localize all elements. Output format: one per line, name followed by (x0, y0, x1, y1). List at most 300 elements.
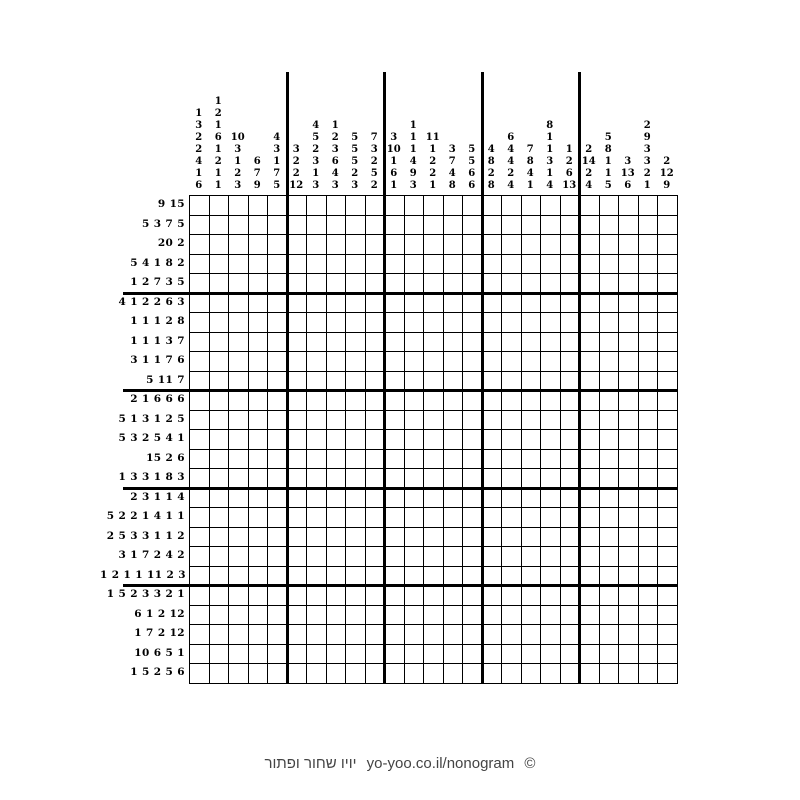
grid-cell[interactable] (618, 624, 638, 644)
grid-cell[interactable] (501, 566, 521, 586)
grid-cell[interactable] (618, 488, 638, 508)
grid-cell[interactable] (501, 273, 521, 293)
grid-cell[interactable] (384, 605, 404, 625)
grid-cell[interactable] (540, 429, 560, 449)
grid-cell[interactable] (345, 234, 365, 254)
grid-cell[interactable] (306, 234, 326, 254)
grid-cell[interactable] (482, 234, 502, 254)
grid-cell[interactable] (267, 566, 287, 586)
grid-cell[interactable] (404, 293, 424, 313)
grid-cell[interactable] (560, 293, 580, 313)
grid-cell[interactable] (482, 449, 502, 469)
grid-cell[interactable] (462, 566, 482, 586)
grid-cell[interactable] (248, 624, 268, 644)
grid-cell[interactable] (423, 429, 443, 449)
grid-cell[interactable] (365, 605, 385, 625)
grid-cell[interactable] (404, 429, 424, 449)
grid-cell[interactable] (423, 527, 443, 547)
grid-cell[interactable] (306, 449, 326, 469)
grid-cell[interactable] (365, 312, 385, 332)
grid-cell[interactable] (560, 644, 580, 664)
grid-cell[interactable] (189, 390, 209, 410)
grid-cell[interactable] (189, 644, 209, 664)
grid-cell[interactable] (579, 410, 599, 430)
grid-cell[interactable] (287, 215, 307, 235)
grid-cell[interactable] (209, 546, 229, 566)
grid-cell[interactable] (443, 468, 463, 488)
grid-cell[interactable] (482, 624, 502, 644)
grid-cell[interactable] (228, 663, 248, 683)
grid-cell[interactable] (267, 527, 287, 547)
grid-cell[interactable] (462, 624, 482, 644)
grid-cell[interactable] (599, 351, 619, 371)
grid-cell[interactable] (248, 429, 268, 449)
grid-cell[interactable] (560, 332, 580, 352)
grid-cell[interactable] (404, 468, 424, 488)
grid-cell[interactable] (365, 254, 385, 274)
grid-cell[interactable] (209, 644, 229, 664)
grid-cell[interactable] (248, 215, 268, 235)
grid-cell[interactable] (482, 351, 502, 371)
grid-cell[interactable] (638, 585, 658, 605)
grid-cell[interactable] (638, 468, 658, 488)
grid-cell[interactable] (404, 234, 424, 254)
grid-cell[interactable] (443, 390, 463, 410)
grid-cell[interactable] (443, 507, 463, 527)
grid-cell[interactable] (326, 332, 346, 352)
grid-cell[interactable] (267, 468, 287, 488)
grid-cell[interactable] (462, 468, 482, 488)
grid-cell[interactable] (443, 488, 463, 508)
grid-cell[interactable] (657, 234, 677, 254)
grid-cell[interactable] (560, 663, 580, 683)
grid-cell[interactable] (501, 507, 521, 527)
grid-cell[interactable] (267, 644, 287, 664)
grid-cell[interactable] (326, 585, 346, 605)
grid-cell[interactable] (540, 254, 560, 274)
grid-cell[interactable] (579, 429, 599, 449)
grid-cell[interactable] (384, 332, 404, 352)
grid-cell[interactable] (189, 234, 209, 254)
grid-cell[interactable] (482, 195, 502, 215)
grid-cell[interactable] (248, 390, 268, 410)
grid-cell[interactable] (521, 273, 541, 293)
grid-cell[interactable] (404, 644, 424, 664)
grid-cell[interactable] (248, 312, 268, 332)
grid-cell[interactable] (618, 234, 638, 254)
grid-cell[interactable] (560, 429, 580, 449)
grid-cell[interactable] (189, 429, 209, 449)
grid-cell[interactable] (345, 546, 365, 566)
grid-cell[interactable] (462, 507, 482, 527)
grid-cell[interactable] (618, 429, 638, 449)
grid-cell[interactable] (228, 195, 248, 215)
grid-cell[interactable] (443, 312, 463, 332)
grid-cell[interactable] (618, 351, 638, 371)
grid-cell[interactable] (482, 215, 502, 235)
grid-cell[interactable] (384, 254, 404, 274)
grid-cell[interactable] (267, 293, 287, 313)
grid-cell[interactable] (423, 390, 443, 410)
grid-cell[interactable] (345, 410, 365, 430)
grid-cell[interactable] (657, 644, 677, 664)
grid-cell[interactable] (638, 449, 658, 469)
grid-cell[interactable] (248, 507, 268, 527)
grid-cell[interactable] (189, 468, 209, 488)
grid-cell[interactable] (209, 332, 229, 352)
grid-cell[interactable] (326, 468, 346, 488)
grid-cell[interactable] (579, 371, 599, 391)
grid-cell[interactable] (267, 488, 287, 508)
grid-cell[interactable] (560, 254, 580, 274)
grid-cell[interactable] (345, 332, 365, 352)
grid-cell[interactable] (267, 507, 287, 527)
grid-cell[interactable] (384, 429, 404, 449)
grid-cell[interactable] (287, 566, 307, 586)
grid-cell[interactable] (618, 371, 638, 391)
grid-cell[interactable] (345, 371, 365, 391)
grid-cell[interactable] (618, 644, 638, 664)
grid-cell[interactable] (579, 507, 599, 527)
grid-cell[interactable] (638, 429, 658, 449)
grid-cell[interactable] (423, 644, 443, 664)
grid-cell[interactable] (638, 605, 658, 625)
grid-cell[interactable] (189, 663, 209, 683)
grid-cell[interactable] (189, 332, 209, 352)
grid-cell[interactable] (287, 449, 307, 469)
grid-cell[interactable] (248, 468, 268, 488)
grid-cell[interactable] (462, 254, 482, 274)
grid-cell[interactable] (326, 351, 346, 371)
grid-cell[interactable] (618, 254, 638, 274)
grid-cell[interactable] (345, 215, 365, 235)
grid-cell[interactable] (267, 234, 287, 254)
grid-cell[interactable] (248, 527, 268, 547)
grid-cell[interactable] (404, 527, 424, 547)
grid-cell[interactable] (657, 215, 677, 235)
grid-cell[interactable] (618, 605, 638, 625)
grid-cell[interactable] (404, 663, 424, 683)
grid-cell[interactable] (306, 351, 326, 371)
grid-cell[interactable] (248, 605, 268, 625)
grid-cell[interactable] (618, 663, 638, 683)
grid-cell[interactable] (482, 585, 502, 605)
grid-cell[interactable] (365, 624, 385, 644)
grid-cell[interactable] (326, 527, 346, 547)
grid-cell[interactable] (287, 371, 307, 391)
grid-cell[interactable] (560, 195, 580, 215)
grid-cell[interactable] (540, 605, 560, 625)
grid-cell[interactable] (306, 410, 326, 430)
grid-cell[interactable] (326, 215, 346, 235)
grid-cell[interactable] (423, 195, 443, 215)
grid-cell[interactable] (423, 605, 443, 625)
grid-cell[interactable] (521, 488, 541, 508)
grid-cell[interactable] (501, 332, 521, 352)
grid-cell[interactable] (209, 527, 229, 547)
grid-cell[interactable] (618, 332, 638, 352)
grid-cell[interactable] (443, 527, 463, 547)
grid-cell[interactable] (384, 215, 404, 235)
grid-cell[interactable] (384, 527, 404, 547)
grid-cell[interactable] (267, 351, 287, 371)
grid-cell[interactable] (404, 624, 424, 644)
grid-cell[interactable] (267, 663, 287, 683)
grid-cell[interactable] (618, 507, 638, 527)
grid-cell[interactable] (228, 527, 248, 547)
grid-cell[interactable] (345, 566, 365, 586)
grid-cell[interactable] (638, 507, 658, 527)
grid-cell[interactable] (618, 273, 638, 293)
grid-cell[interactable] (423, 215, 443, 235)
grid-cell[interactable] (384, 371, 404, 391)
grid-cell[interactable] (482, 293, 502, 313)
grid-cell[interactable] (306, 644, 326, 664)
grid-cell[interactable] (599, 429, 619, 449)
grid-cell[interactable] (365, 449, 385, 469)
grid-cell[interactable] (560, 273, 580, 293)
grid-cell[interactable] (248, 410, 268, 430)
grid-cell[interactable] (326, 234, 346, 254)
grid-cell[interactable] (462, 546, 482, 566)
grid-cell[interactable] (384, 410, 404, 430)
grid-cell[interactable] (540, 390, 560, 410)
grid-cell[interactable] (365, 566, 385, 586)
grid-cell[interactable] (657, 293, 677, 313)
grid-cell[interactable] (501, 605, 521, 625)
grid-cell[interactable] (384, 312, 404, 332)
grid-cell[interactable] (306, 546, 326, 566)
grid-cell[interactable] (423, 546, 443, 566)
grid-cell[interactable] (384, 624, 404, 644)
grid-cell[interactable] (384, 644, 404, 664)
grid-cell[interactable] (267, 624, 287, 644)
grid-cell[interactable] (501, 234, 521, 254)
grid-cell[interactable] (579, 566, 599, 586)
grid-cell[interactable] (540, 468, 560, 488)
grid-cell[interactable] (189, 273, 209, 293)
grid-cell[interactable] (657, 312, 677, 332)
grid-cell[interactable] (579, 390, 599, 410)
grid-cell[interactable] (443, 351, 463, 371)
grid-cell[interactable] (345, 507, 365, 527)
grid-cell[interactable] (579, 546, 599, 566)
grid-cell[interactable] (579, 449, 599, 469)
grid-cell[interactable] (189, 566, 209, 586)
grid-cell[interactable] (599, 254, 619, 274)
grid-cell[interactable] (423, 410, 443, 430)
grid-cell[interactable] (228, 410, 248, 430)
grid-cell[interactable] (209, 312, 229, 332)
grid-cell[interactable] (345, 605, 365, 625)
grid-cell[interactable] (462, 351, 482, 371)
grid-cell[interactable] (404, 566, 424, 586)
grid-cell[interactable] (540, 215, 560, 235)
grid-cell[interactable] (657, 254, 677, 274)
grid-cell[interactable] (209, 488, 229, 508)
grid-cell[interactable] (326, 195, 346, 215)
grid-cell[interactable] (287, 293, 307, 313)
grid-cell[interactable] (228, 605, 248, 625)
grid-cell[interactable] (267, 605, 287, 625)
grid-cell[interactable] (521, 410, 541, 430)
grid-cell[interactable] (287, 605, 307, 625)
grid-cell[interactable] (365, 351, 385, 371)
grid-cell[interactable] (462, 371, 482, 391)
grid-cell[interactable] (189, 254, 209, 274)
grid-cell[interactable] (599, 449, 619, 469)
grid-cell[interactable] (638, 644, 658, 664)
grid-cell[interactable] (345, 429, 365, 449)
grid-cell[interactable] (326, 390, 346, 410)
grid-cell[interactable] (209, 371, 229, 391)
grid-cell[interactable] (267, 546, 287, 566)
grid-cell[interactable] (423, 273, 443, 293)
grid-cell[interactable] (248, 234, 268, 254)
grid-cell[interactable] (365, 390, 385, 410)
grid-cell[interactable] (560, 410, 580, 430)
grid-cell[interactable] (482, 371, 502, 391)
grid-cell[interactable] (326, 566, 346, 586)
grid-cell[interactable] (423, 312, 443, 332)
grid-cell[interactable] (209, 234, 229, 254)
grid-cell[interactable] (287, 312, 307, 332)
grid-cell[interactable] (618, 527, 638, 547)
grid-cell[interactable] (638, 293, 658, 313)
grid-cell[interactable] (599, 605, 619, 625)
grid-cell[interactable] (501, 371, 521, 391)
grid-cell[interactable] (560, 390, 580, 410)
grid-cell[interactable] (462, 195, 482, 215)
grid-cell[interactable] (462, 429, 482, 449)
grid-cell[interactable] (248, 195, 268, 215)
grid-cell[interactable] (521, 663, 541, 683)
grid-cell[interactable] (560, 468, 580, 488)
grid-cell[interactable] (365, 546, 385, 566)
grid-cell[interactable] (248, 585, 268, 605)
grid-cell[interactable] (267, 449, 287, 469)
grid-cell[interactable] (443, 254, 463, 274)
grid-cell[interactable] (501, 312, 521, 332)
grid-cell[interactable] (306, 429, 326, 449)
grid-cell[interactable] (404, 312, 424, 332)
grid-cell[interactable] (560, 507, 580, 527)
grid-cell[interactable] (326, 254, 346, 274)
grid-cell[interactable] (209, 663, 229, 683)
grid-cell[interactable] (540, 449, 560, 469)
grid-cell[interactable] (189, 605, 209, 625)
grid-cell[interactable] (501, 585, 521, 605)
grid-cell[interactable] (657, 488, 677, 508)
grid-cell[interactable] (189, 624, 209, 644)
grid-cell[interactable] (404, 215, 424, 235)
grid-cell[interactable] (521, 390, 541, 410)
grid-cell[interactable] (248, 293, 268, 313)
grid-cell[interactable] (638, 332, 658, 352)
grid-cell[interactable] (599, 507, 619, 527)
grid-cell[interactable] (657, 390, 677, 410)
grid-cell[interactable] (599, 468, 619, 488)
grid-cell[interactable] (579, 527, 599, 547)
grid-cell[interactable] (228, 312, 248, 332)
grid-cell[interactable] (501, 546, 521, 566)
grid-cell[interactable] (189, 507, 209, 527)
grid-cell[interactable] (404, 351, 424, 371)
grid-cell[interactable] (326, 546, 346, 566)
grid-cell[interactable] (521, 566, 541, 586)
grid-cell[interactable] (287, 488, 307, 508)
grid-cell[interactable] (540, 195, 560, 215)
grid-cell[interactable] (638, 254, 658, 274)
grid-cell[interactable] (521, 546, 541, 566)
grid-cell[interactable] (365, 429, 385, 449)
grid-cell[interactable] (384, 546, 404, 566)
grid-cell[interactable] (521, 644, 541, 664)
grid-cell[interactable] (365, 507, 385, 527)
grid-cell[interactable] (267, 585, 287, 605)
grid-cell[interactable] (482, 488, 502, 508)
grid-cell[interactable] (540, 293, 560, 313)
grid-cell[interactable] (521, 332, 541, 352)
grid-cell[interactable] (423, 351, 443, 371)
grid-cell[interactable] (638, 624, 658, 644)
grid-cell[interactable] (657, 371, 677, 391)
grid-cell[interactable] (638, 390, 658, 410)
grid-cell[interactable] (462, 488, 482, 508)
grid-cell[interactable] (267, 429, 287, 449)
grid-cell[interactable] (638, 195, 658, 215)
grid-cell[interactable] (443, 410, 463, 430)
grid-cell[interactable] (599, 195, 619, 215)
grid-cell[interactable] (618, 195, 638, 215)
grid-cell[interactable] (404, 254, 424, 274)
grid-cell[interactable] (462, 234, 482, 254)
grid-cell[interactable] (209, 410, 229, 430)
grid-cell[interactable] (248, 663, 268, 683)
grid-cell[interactable] (638, 410, 658, 430)
grid-cell[interactable] (287, 644, 307, 664)
grid-cell[interactable] (560, 488, 580, 508)
grid-cell[interactable] (384, 566, 404, 586)
grid-cell[interactable] (462, 312, 482, 332)
grid-cell[interactable] (345, 468, 365, 488)
grid-cell[interactable] (345, 663, 365, 683)
grid-cell[interactable] (443, 663, 463, 683)
grid-cell[interactable] (482, 410, 502, 430)
grid-cell[interactable] (365, 215, 385, 235)
grid-cell[interactable] (462, 663, 482, 683)
grid-cell[interactable] (306, 585, 326, 605)
grid-cell[interactable] (657, 351, 677, 371)
grid-cell[interactable] (365, 468, 385, 488)
grid-cell[interactable] (618, 585, 638, 605)
grid-cell[interactable] (521, 624, 541, 644)
grid-cell[interactable] (501, 254, 521, 274)
grid-cell[interactable] (228, 449, 248, 469)
grid-cell[interactable] (618, 468, 638, 488)
grid-cell[interactable] (384, 507, 404, 527)
grid-cell[interactable] (345, 312, 365, 332)
grid-cell[interactable] (521, 254, 541, 274)
grid-cell[interactable] (267, 312, 287, 332)
grid-cell[interactable] (482, 312, 502, 332)
grid-cell[interactable] (326, 644, 346, 664)
grid-cell[interactable] (287, 254, 307, 274)
grid-cell[interactable] (228, 351, 248, 371)
grid-cell[interactable] (326, 312, 346, 332)
grid-cell[interactable] (599, 332, 619, 352)
grid-cell[interactable] (443, 371, 463, 391)
